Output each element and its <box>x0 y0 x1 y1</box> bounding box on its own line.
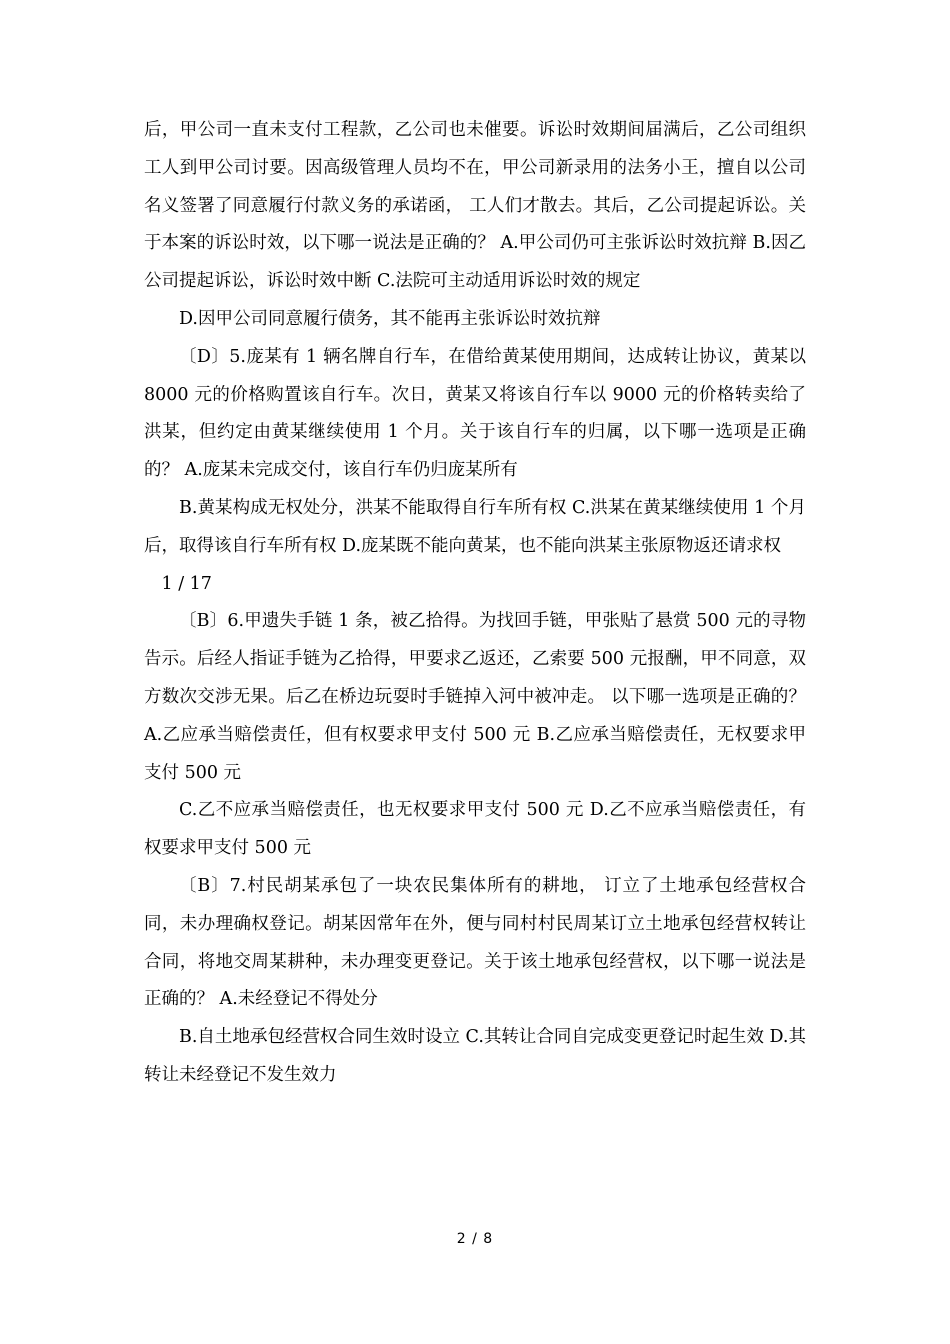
paragraph-q4-option-d: D.因甲公司同意履行债务，其不能再主张诉讼时效抗辩 <box>179 308 601 329</box>
paragraph-question-6: 〔B〕6.甲遗失手链 1 条，被乙拾得。为找回手链，甲张贴了悬赏 500 元的寻物告示。后经人指证手链为乙拾得，甲要求乙返还，乙索要 500 元报酬，甲不同意，双方数次交涉无果。后乙在桥边玩耍时手链掉入河中被冲走。 以下哪一选项是正确的？ A.乙应承当赔偿责任，但有权要求甲支付 500 元 B.乙应承当赔偿责任，无权要求甲支付 500 元 <box>144 611 806 783</box>
document-body <box>144 112 806 1095</box>
paragraph-question-7-options: B.自土地承包经营权合同生效时设立 C.其转让合同自完成变更登记时起生效 D.其转让未经登记不发生效力 <box>144 1027 806 1085</box>
paragraph-question-5-options: B.黄某构成无权处分，洪某不能取得自行车所有权 C.洪某在黄某继续使用 1 个月后，取得该自行车所有权 D.庞某既不能向黄某，也不能向洪某主张原物返还请求权 <box>144 497 806 556</box>
paragraph-q4-continuation: 后，甲公司一直未支付工程款，乙公司也未催要。诉讼时效期间届满后，乙公司组织工人到甲公司讨要。因高级管理人员均不在，甲公司新录用的法务小王，擅自以公司名义签署了同意履行付款义务的承诺函， 工人们才散去。其后，乙公司提起诉讼。关于本案的诉讼时效，以下哪一说法是正确的？ A.甲公司仍可主张诉讼时效抗辩 B.因乙公司提起诉讼，诉讼时效中断 C.法院可主动适用诉讼时效的规定 <box>144 120 806 292</box>
page-footer-number: 2 / 8 <box>456 1231 494 1247</box>
paragraph-question-7: 〔B〕7.村民胡某承包了一块农民集体所有的耕地， 订立了土地承包经营权合同，未办理确权登记。胡某因常年在外，便与同村村民周某订立土地承包经营权转让合同，将地交周某耕种，未办理变更登记。关于该土地承包经营权，以下哪一说法是正确的？ A.未经登记不得处分 <box>144 875 806 1010</box>
paragraph-question-6-options: C.乙不应承当赔偿责任，也无权要求甲支付 500 元 D.乙不应承当赔偿责任，有权要求甲支付 500 元 <box>144 800 806 859</box>
inner-page-number: 1 / 17 <box>161 573 212 594</box>
paragraph-question-5: 〔D〕5.庞某有 1 辆名牌自行车，在借给黄某使用期间，达成转让协议，黄某以 8000 元的价格购置该自行车。次日，黄某又将该自行车以 9000 元的价格转卖给了洪某，但约定由黄某继续使用 1 个月。关于该自行车的归属，以下哪一选项是正确的？ A.庞某未完成交付，该自行车仍归庞某所有 <box>144 346 806 481</box>
